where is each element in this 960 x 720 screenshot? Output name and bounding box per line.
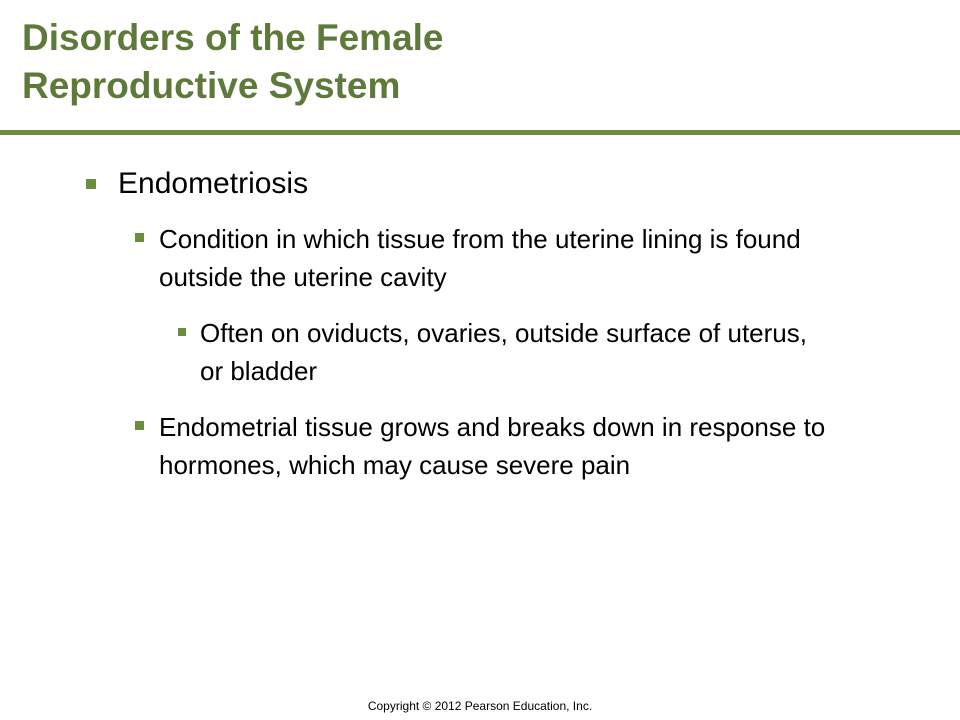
bullet-level1-text: Endometriosis <box>118 167 309 200</box>
bullet-level3-text: Often on oviducts, ovaries, outside surface of uterus, or bladder <box>200 318 807 386</box>
bullet-level2-tissue-growth <box>135 408 859 484</box>
square-bullet-icon <box>178 328 186 336</box>
slide-title-line-2: Reproductive System <box>22 65 401 106</box>
square-bullet-icon <box>135 233 144 242</box>
bullet-level3-locations <box>178 314 820 390</box>
bullet-level2-text: Endometrial tissue grows and breaks down in response to hormones, which may cause severe pain <box>159 412 826 480</box>
square-bullet-icon <box>86 179 96 189</box>
copyright-footer: Copyright © 2012 Pearson Education, Inc. <box>367 699 593 713</box>
slide-title <box>22 14 922 110</box>
title-divider <box>0 130 960 135</box>
bullet-level2-text: Condition in which tissue from the uterine lining is found outside the uterine cavity <box>159 224 801 292</box>
slide-title-line-1: Disorders of the Female <box>22 17 444 58</box>
bullet-level2-condition <box>135 220 859 296</box>
bullet-level1-endometriosis <box>86 163 308 205</box>
square-bullet-icon <box>135 421 144 430</box>
